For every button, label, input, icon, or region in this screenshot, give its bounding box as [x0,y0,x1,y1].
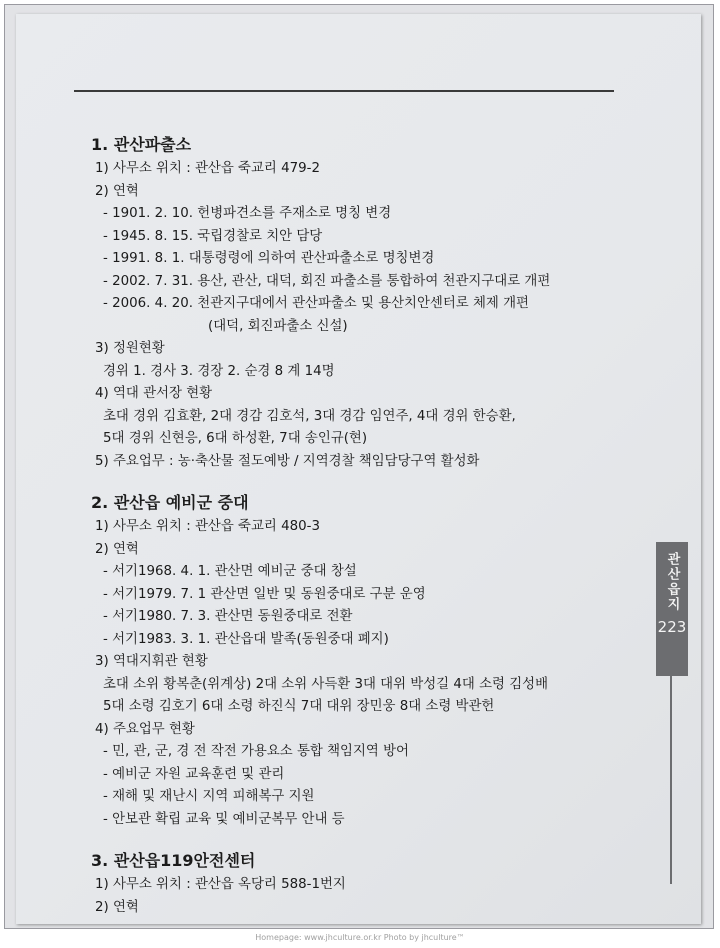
text-line: 5) 주요업무 : 농·축산물 절도예방 / 지역경찰 책임담당구역 활성화 [95,453,480,469]
page-number: 223 [657,618,687,636]
text-line: - 2002. 7. 31. 용산, 관산, 대덕, 회진 파출소를 통합하여 천관지구대로 개편 [103,273,551,289]
text-line: - 재해 및 재난시 지역 피해복구 지원 [103,789,315,804]
text-line: 1) 사무소 위치 : 관산읍 옥당리 588-1번지 [95,877,346,892]
text-line: 2) 연혁 [95,183,139,199]
text-line: 1) 사무소 위치 : 관산읍 죽교리 479-2 [95,161,320,176]
text-line: - 민, 관, 군, 경 전 작전 가용요소 통합 책임지역 방어 [103,744,409,759]
text-line: - 1945. 8. 15. 국립경찰로 치안 담당 [103,228,323,244]
text-line: - 서기1979. 7. 1 관산면 일반 및 동원중대로 구분 운영 [103,586,426,602]
section-title: 2. 관산읍 예비군 중대 [91,493,249,512]
photo-credit: Homepage: www.jhculture.or.kr Photo by jhculture™ [255,933,465,942]
text-line: 2) 연혁 [95,899,139,915]
text-line: - 1901. 2. 10. 헌병파견소를 주재소로 명칭 변경 [103,206,392,221]
text-line: - 2006. 4. 20. 천관지구대에서 관산파출소 및 용산치안센터로 체제 개편 [103,296,529,311]
text-line: 2) 연혁 [95,541,139,557]
photo-frame [4,4,714,929]
text-line: 5대 소령 김호기 6대 소령 하진식 7대 대위 장민웅 8대 소령 박관헌 [103,699,495,714]
text-line: 4) 주요업무 현황 [95,721,195,737]
section-title: 3. 관산읍119안전센터 [91,851,256,870]
text-line: 5대 경위 신현응, 6대 하성환, 7대 송인규(현) [103,431,368,446]
chapter-label: 관산읍지 [664,552,680,612]
text-line: 초대 경위 김효환, 2대 경감 김호석, 3대 경감 임연주, 4대 경위 한승환, [103,408,516,424]
text-line: 3) 역대지휘관 현황 [95,654,208,669]
text-line: 1) 사무소 위치 : 관산읍 죽교리 480-3 [95,519,320,534]
section-title: 1. 관산파출소 [91,135,192,154]
text-line: 경위 1. 경사 3. 경장 2. 순경 8 계 14명 [103,363,335,379]
text-line: 3) 정원현황 [95,341,165,356]
header-rule [74,90,614,92]
page-content [91,132,651,919]
text-line: - 1991. 8. 1. 대통령령에 의하여 관산파출소로 명칭변경 [103,251,435,266]
book-page [16,14,701,924]
text-line: - 예비군 자원 교육훈련 및 관리 [103,766,285,782]
text-line: 초대 소위 황복춘(위계상) 2대 소위 사득환 3대 대위 박성길 4대 소령 김성배 [103,676,549,692]
side-rule [670,676,672,884]
text-line: 4) 역대 관서장 현황 [95,386,213,401]
chapter-tab [656,542,688,676]
text-line: - 안보관 확립 교육 및 예비군복무 안내 등 [103,811,345,827]
text-line: - 서기1983. 3. 1. 관산읍대 발족(동원중대 폐지) [103,631,389,647]
text-line: (대덕, 회진파출소 신설) [208,318,348,334]
text-line: - 서기1968. 4. 1. 관산면 예비군 중대 창설 [103,564,357,579]
text-line: - 서기1980. 7. 3. 관산면 동원중대로 전환 [103,609,353,624]
